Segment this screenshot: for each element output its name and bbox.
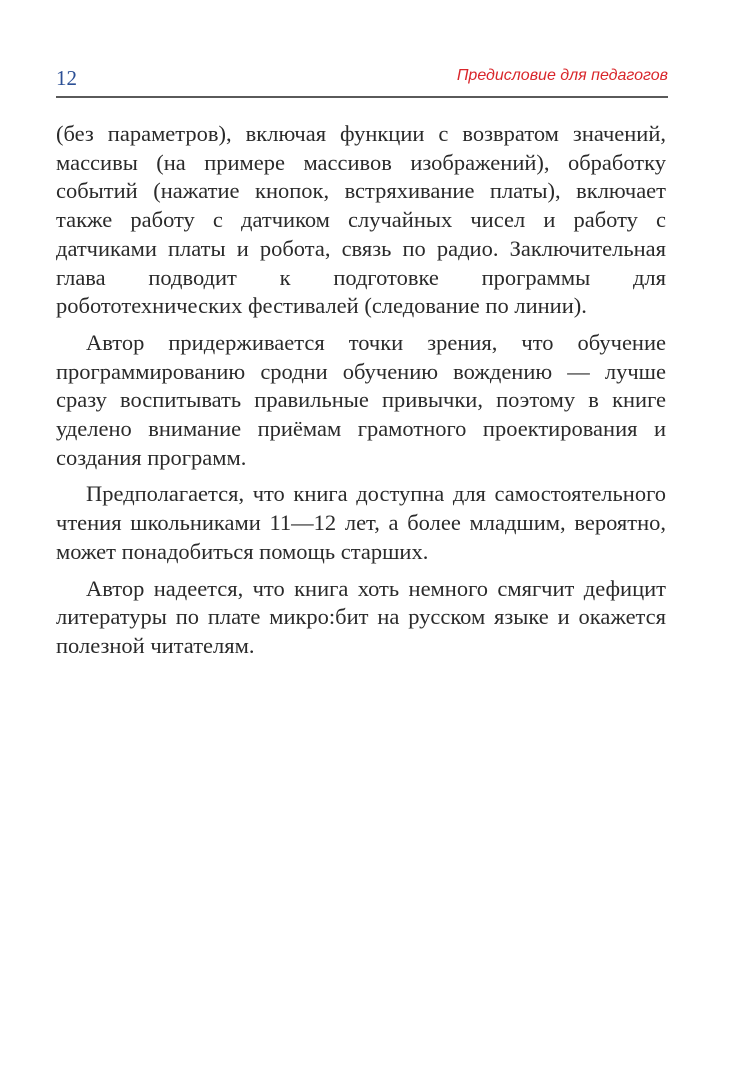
section-title: Предисловие для педагогов (456, 67, 668, 84)
page-number: 12 (56, 66, 77, 90)
paragraph-audience: Предполагается, что книга доступна для самостоятельного чтения школьниками 11—12 лет, а более младшим, вероятно, может понадобиться помощь старших. (56, 481, 666, 564)
paragraph-author-view: Автор придерживается точки зрения, что обучение программированию сродни обучению вождению — лучше сразу воспитывать правильные привычки, поэтому в книге уделено внимание приёмам грамотного проектирования и создания программ. (56, 329, 666, 470)
paragraph-continuation: (без параметров), включая функции с возвратом значений, массивы (на примере массивов изображений), обработку событий (нажатие кнопок, встряхивание платы), включает также работу с датчиком случайных чисел и работу с датчиками платы и робота, связь по радио. Заключительная глава подводит к подготовке программы для робототехнических фестивалей (следование по линии). (56, 121, 666, 319)
header-divider (56, 96, 668, 98)
running-head (56, 62, 668, 92)
body-text (56, 120, 666, 669)
paragraph-hope: Автор надеется, что книга хоть немного смягчит дефицит литературы по плате микро:бит на русском языке и окажется полезной читателям. (56, 575, 666, 658)
